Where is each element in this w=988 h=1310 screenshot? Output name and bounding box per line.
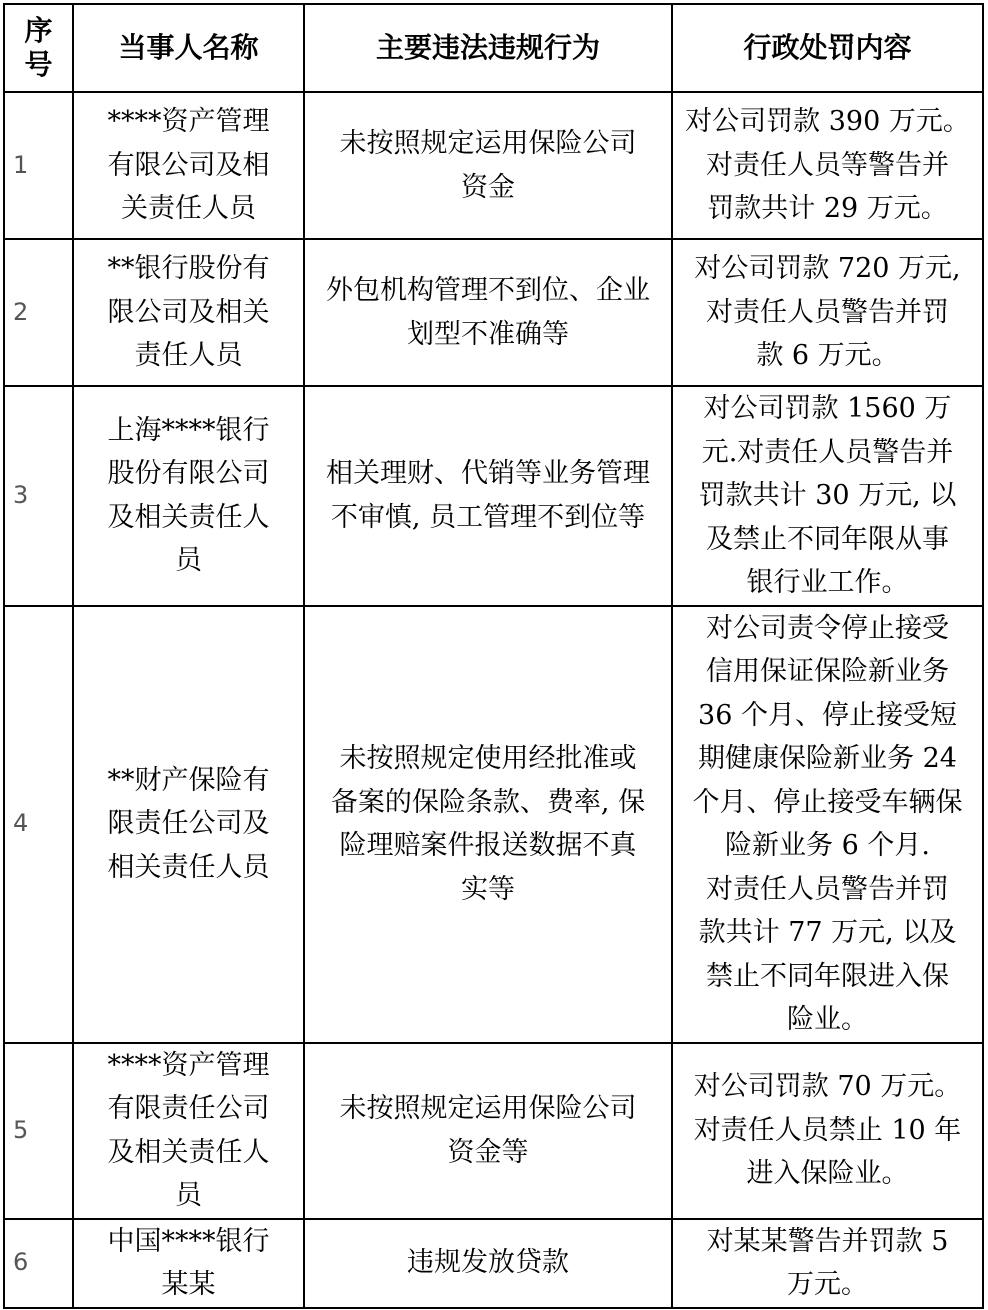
row-penalty: 对公司罚款 720 万元, 对责任人员警告并罚 款 6 万元。 (672, 239, 983, 386)
table-row (4, 1043, 983, 1219)
header-penalty: 行政处罚内容 (672, 4, 983, 92)
header-row (4, 4, 983, 92)
row-seq: 1 (4, 92, 73, 239)
row-violation: 未按照规定运用保险公司 资金等 (304, 1043, 672, 1219)
row-seq: 6 (4, 1219, 73, 1308)
table-row (4, 386, 983, 606)
row-penalty: 对某某警告并罚款 5 万元。 (672, 1219, 983, 1308)
table-row (4, 606, 983, 1043)
table-row (4, 1219, 983, 1308)
row-violation: 未按照规定使用经批准或 备案的保险条款、费率, 保 险理赔案件报送数据不真 实等 (304, 606, 672, 1043)
row-penalty: 对公司罚款 1560 万 元.对责任人员警告并 罚款共计 30 万元, 以 及禁止不同年限从事 银行业工作。 (672, 386, 983, 606)
row-violation: 违规发放贷款 (304, 1219, 672, 1308)
row-seq: 4 (4, 606, 73, 1043)
row-party: **银行股份有 限公司及相关 责任人员 (73, 239, 304, 386)
row-penalty: 对公司责令停止接受 信用保证保险新业务 36 个月、停止接受短 期健康保险新业务 24 个月、停止接受车辆保 险新业务 6 个月. 对责任人员警告并罚 款共计 77 万元, 以及 禁止不同年限进入保 险业。 (672, 606, 983, 1043)
row-party: **财产保险有 限责任公司及 相关责任人员 (73, 606, 304, 1043)
row-seq: 5 (4, 1043, 73, 1219)
header-seq: 序 号 (4, 4, 73, 92)
row-party: 上海****银行 股份有限公司 及相关责任人 员 (73, 386, 304, 606)
header-violation: 主要违法违规行为 (304, 4, 672, 92)
row-party: 中国****银行 某某 (73, 1219, 304, 1308)
table-row (4, 92, 983, 239)
row-party: ****资产管理 有限公司及相 关责任人员 (73, 92, 304, 239)
row-seq: 3 (4, 386, 73, 606)
header-party: 当事人名称 (73, 4, 304, 92)
row-penalty: 对公司罚款 70 万元。 对责任人员禁止 10 年 进入保险业。 (672, 1043, 983, 1219)
row-seq: 2 (4, 239, 73, 386)
row-party: ****资产管理 有限责任公司 及相关责任人 员 (73, 1043, 304, 1219)
row-penalty: 对公司罚款 390 万元。 对责任人员等警告并 罚款共计 29 万元。 (672, 92, 983, 239)
row-violation: 未按照规定运用保险公司 资金 (304, 92, 672, 239)
row-violation: 相关理财、代销等业务管理 不审慎, 员工管理不到位等 (304, 386, 672, 606)
row-violation: 外包机构管理不到位、企业 划型不准确等 (304, 239, 672, 386)
penalty-table (3, 3, 984, 1309)
table-row (4, 239, 983, 386)
